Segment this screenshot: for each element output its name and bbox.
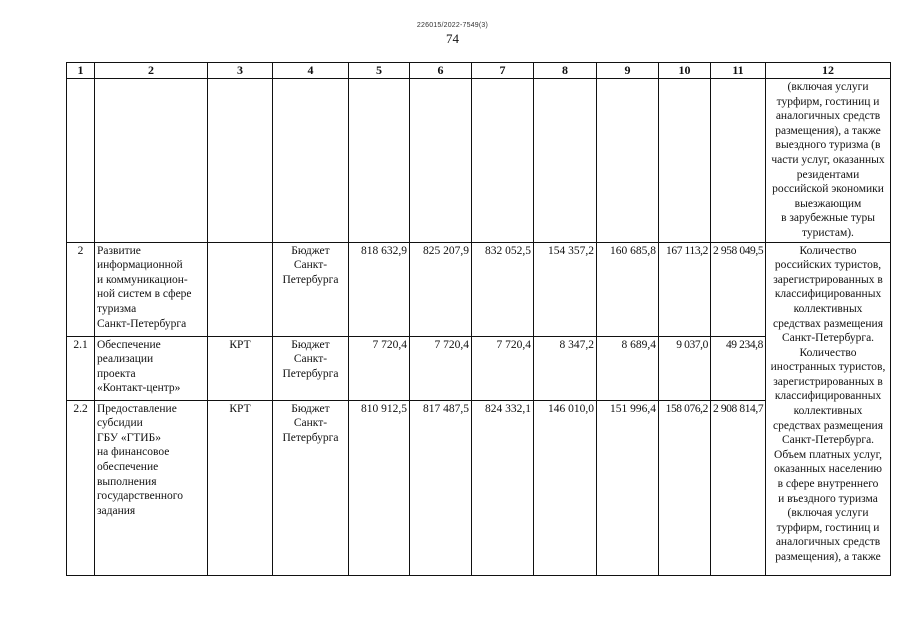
text-line: в зарубежные туры: [781, 212, 875, 225]
text-line: аналогичных средств: [775, 110, 881, 123]
amount-col10: 167 113,2: [659, 242, 711, 336]
text-line: резидентами: [796, 168, 860, 181]
text-line: российской экономики: [772, 183, 884, 196]
amount-col7: 824 332,1: [472, 400, 534, 575]
amount-col9: 8 689,4: [597, 336, 659, 400]
table-row: [67, 242, 891, 336]
indicators-cell: Количество российских туристов, зарегистрированных в классифицированных коллективных средствах размещения Санкт-Петербурга. Количество иностранных туристов, зарегистрированных в классифицированных коллективных средствах размещения Санкт-Петербурга. Объем платных услуг, оказанных населению в сфере внутреннего и въездного туризма (включая услуги турфирм, гостиниц и аналогичных средств размещения), а также: [766, 242, 891, 575]
amount-col6: 825 207,9: [410, 242, 472, 336]
column-header: 2: [95, 63, 208, 79]
text-line: размещения), а также: [775, 124, 881, 137]
amount-col5: 818 632,9: [349, 242, 410, 336]
activity-name: Развитие информационной и коммуникацион- ной систем в сфере туризма Санкт-Петербурга: [95, 242, 208, 336]
amount-col7: 832 052,5: [472, 242, 534, 336]
table-cell: [95, 79, 208, 243]
table-cell: [472, 79, 534, 243]
table-cell: [67, 79, 95, 243]
text-line: выезжающим: [794, 197, 862, 210]
column-header: 7: [472, 63, 534, 79]
activity-name: Обеспечение реализации проекта «Контакт-центр»: [95, 336, 208, 400]
amount-col9: 160 685,8: [597, 242, 659, 336]
amount-col9: 151 996,4: [597, 400, 659, 575]
amount-col11: 49 234,8: [711, 336, 766, 400]
amount-col10: 158 076,2: [659, 400, 711, 575]
table-cell: [534, 79, 597, 243]
amount-col11: 2 908 814,7: [711, 400, 766, 575]
table-cell: [597, 79, 659, 243]
continuation-row: [67, 79, 891, 243]
executor: КРТ: [208, 336, 273, 400]
table-cell: [410, 79, 472, 243]
table-cell: [349, 79, 410, 243]
funding-source: Бюджет Санкт- Петербурга: [273, 242, 349, 336]
amount-col8: 8 347,2: [534, 336, 597, 400]
amount-col7: 7 720,4: [472, 336, 534, 400]
row-number: 2: [67, 242, 95, 336]
activity-name: Предоставление субсидии ГБУ «ГТИБ» на финансовое обеспечение выполнения государственного задания: [95, 400, 208, 575]
amount-col5: 810 912,5: [349, 400, 410, 575]
document-registration-number: 226015/2022-7549(3): [416, 22, 489, 29]
text-line: части услуг, оказанных: [771, 153, 885, 166]
funding-source: Бюджет Санкт- Петербурга: [273, 400, 349, 575]
funding-source: Бюджет Санкт- Петербурга: [273, 336, 349, 400]
column-header: 1: [67, 63, 95, 79]
column-header: 10: [659, 63, 711, 79]
amount-col10: 9 037,0: [659, 336, 711, 400]
column-header: 5: [349, 63, 410, 79]
table-cell: [711, 79, 766, 243]
table-cell: [659, 79, 711, 243]
indicator-cell-continued: [766, 79, 891, 243]
column-header: 3: [208, 63, 273, 79]
budget-table: [66, 62, 891, 576]
column-header: 6: [410, 63, 472, 79]
column-header: 9: [597, 63, 659, 79]
text-line: (включая услуги: [787, 81, 869, 93]
column-header: 12: [766, 63, 891, 79]
text-line: туристам).: [802, 226, 854, 239]
amount-col8: 146 010,0: [534, 400, 597, 575]
column-header: 11: [711, 63, 766, 79]
executor: [208, 242, 273, 336]
column-number-header-row: [67, 63, 891, 79]
column-header: 4: [273, 63, 349, 79]
row-number: 2.1: [67, 336, 95, 400]
amount-col11: 2 958 049,5: [711, 242, 766, 336]
amount-col5: 7 720,4: [349, 336, 410, 400]
amount-col6: 7 720,4: [410, 336, 472, 400]
amount-col8: 154 357,2: [534, 242, 597, 336]
text-line: выездного туризма (в: [775, 139, 881, 152]
page-number: 74: [446, 31, 459, 46]
column-header: 8: [534, 63, 597, 79]
text-line: турфирм, гостиниц и: [776, 95, 880, 108]
amount-col6: 817 487,5: [410, 400, 472, 575]
table-cell: [273, 79, 349, 243]
table-cell: [208, 79, 273, 243]
executor: КРТ: [208, 400, 273, 575]
row-number: 2.2: [67, 400, 95, 575]
